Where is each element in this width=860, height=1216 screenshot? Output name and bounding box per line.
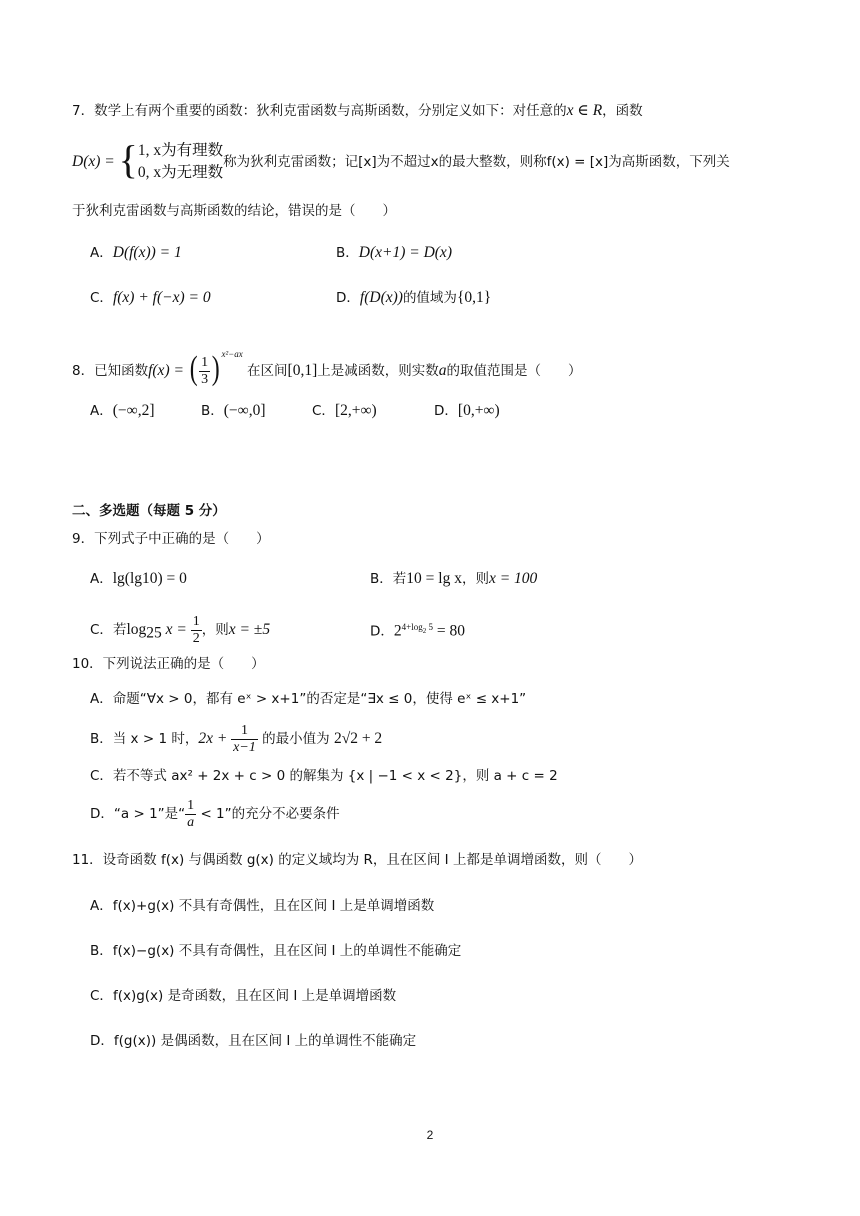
q9-d-eq: = 80 [432, 622, 465, 640]
q10-b-den: x−1 [233, 739, 256, 755]
q10-d-fraction [185, 798, 196, 831]
q7-intro-math: x ∈ R [566, 102, 603, 119]
q9-stem: 9．下列式子中正确的是（ ） [72, 531, 270, 547]
q10-c-label: C． [90, 768, 113, 784]
q9-c-num: 1 [192, 613, 200, 629]
q9-d-exp: 4+log [401, 622, 423, 632]
q10-b-pre: 当 x > 1 时， [112, 731, 199, 747]
q11-b-text: f(x)−g(x) 不具有奇偶性，且在区间 I 上的单调性不能确定 [112, 943, 462, 959]
q8-fx: f(x) = [148, 362, 188, 379]
q9-c-math2: x = ±5 [228, 621, 271, 638]
q11-stem: 11．设奇函数 f(x) 与偶函数 g(x) 的定义域均为 R，且在区间 I 上都是单调增函数，则（ ） [72, 852, 642, 868]
q8-mid: 在区间 [247, 363, 288, 379]
q11-a-label: A． [90, 898, 113, 914]
q11-d-text: f(g(x)) 是偶函数，且在区间 I 上的单调性不能确定 [113, 1033, 417, 1049]
q8-stem [72, 334, 581, 391]
q9-d-label: D． [370, 623, 394, 640]
q9-b-math2: x = 100 [488, 570, 538, 587]
q8-suffix: 上是减函数，则实数 [317, 363, 439, 379]
q10-option-d [90, 796, 340, 832]
q7-c-text: f(x) + f(−x) = 0 [112, 289, 211, 306]
q11-c-label: C． [90, 988, 113, 1004]
q9-c-fraction [191, 614, 202, 647]
q7-intro [72, 101, 643, 121]
q7-option-b [336, 243, 452, 263]
q7-def-lhs: D(x) = [72, 153, 119, 170]
q11-option-b [90, 941, 461, 961]
q7-b-label: B． [336, 245, 359, 261]
q7-option-a [90, 243, 182, 263]
q9-c-den: 2 [192, 630, 200, 646]
q8-interval: [0,1] [287, 362, 318, 379]
q7-intro-end: ，函数 [602, 103, 643, 119]
q7-intro-text: 7．数学上有两个重要的函数：狄利克雷函数与高斯函数，分别定义如下：对任意的 [72, 103, 567, 119]
q8-var: a [438, 362, 447, 379]
q10-option-a [90, 689, 526, 709]
q8-fraction [199, 355, 210, 388]
q11-b-label: B． [90, 943, 113, 959]
q8-d-label: D． [434, 403, 458, 419]
q7-a-text: D(f(x)) = 1 [112, 244, 182, 261]
q8-b-text: (−∞,0] [223, 402, 266, 419]
q11-a-text: f(x)+g(x) 不具有奇偶性，且在区间 I 上是单调增函数 [112, 898, 435, 914]
q8-paren-right: ) [211, 350, 220, 387]
q9-d-base: 2 [393, 622, 402, 640]
q7-brace: { [118, 137, 138, 182]
q10-b-val: 2√2 + 2 [333, 730, 383, 747]
q9-c-base: 25 [146, 624, 162, 642]
page-number: 2 [426, 1128, 434, 1142]
q7-d-label: D． [336, 290, 360, 306]
q11-c-text: f(x)g(x) 是奇函数，且在区间 I 上是单调增函数 [112, 988, 397, 1004]
q9-b-math1: 10 = lg x [406, 570, 462, 587]
section-title: 二、多选题（每题 5 分） [72, 503, 226, 519]
q8-option-b [201, 401, 266, 421]
q7-option-d [336, 288, 491, 308]
q7-definition [72, 137, 730, 184]
q8-end: 的取值范围是（ ） [446, 363, 582, 379]
q9-b-pre: 若 [392, 571, 407, 587]
q9-b-label: B． [370, 571, 393, 587]
q8-fraction-den: 3 [201, 371, 209, 387]
q8-option-c [312, 401, 377, 421]
q11-d-label: D． [90, 1033, 114, 1049]
q9-option-a [90, 569, 187, 589]
q7-case2: 0, x为无理数 [137, 164, 224, 181]
q9-b-mid: ，则 [461, 571, 489, 587]
q8-fraction-num: 1 [201, 354, 209, 370]
q7-def-text: 称为狄利克雷函数；记[x]为不超过x的最大整数，则称f(x) = [x]为高斯函数，下列关 [223, 154, 730, 170]
q9-d-exp-base: 2 [422, 626, 427, 635]
q10-d-num: 1 [187, 797, 195, 813]
q10-b-mid: 的最小值为 [257, 731, 334, 747]
q7-d-text: 的值域为 [402, 290, 457, 306]
q10-a-label: A． [90, 691, 113, 707]
q11-option-d [90, 1031, 416, 1051]
q10-d-den: a [187, 814, 195, 830]
q9-option-b [370, 569, 537, 589]
q8-a-label: A． [90, 403, 113, 419]
q7-c-label: C． [90, 290, 113, 306]
q9-c-label: C． [90, 622, 113, 638]
q10-d-label: D． [90, 806, 114, 822]
q7-d-math: f(D(x)) [359, 289, 403, 306]
q8-c-label: C． [312, 403, 335, 419]
q7-line3: 于狄利克雷函数与高斯函数的结论，错误的是（ ） [72, 203, 396, 219]
q8-c-text: [2,+∞) [334, 402, 377, 419]
q7-cases [138, 140, 223, 184]
q10-d-post: < 1”的充分不必要条件 [196, 806, 340, 822]
q8-option-a [90, 401, 155, 421]
q9-c-var: x = [161, 621, 191, 638]
q9-d-exponent [401, 622, 433, 635]
q11-option-c [90, 986, 396, 1006]
q7-option-c [90, 288, 211, 308]
q7-d-set: {0,1} [456, 289, 492, 306]
q8-d-text: [0,+∞) [457, 402, 500, 419]
q10-b-num: 1 [231, 723, 258, 740]
q9-c-log: log [126, 621, 147, 638]
q10-d-pre: “a > 1”是“ [113, 806, 186, 822]
q10-option-c [90, 766, 558, 786]
q8-paren-left: ( [189, 350, 198, 387]
q10-b-label: B． [90, 731, 113, 747]
q10-option-b [90, 721, 382, 757]
q10-c-text: 若不等式 ax² + 2x + c > 0 的解集为 {x | −1 < x < 2}，则 a + c = 2 [112, 768, 558, 784]
q8-exponent: x²−ax [221, 349, 243, 359]
q10-a-text: 命题“∀x > 0，都有 eˣ > x+1”的否定是“∃x ≤ 0，使得 eˣ ≤ x+1” [112, 691, 527, 707]
q10-stem: 10．下列说法正确的是（ ） [72, 656, 265, 672]
q7-a-label: A． [90, 245, 113, 261]
q9-a-label: A． [90, 571, 113, 587]
q8-prefix: 8．已知函数 [72, 363, 149, 379]
q9-option-d [370, 617, 465, 642]
q9-a-text: lg(lg10) = 0 [112, 570, 187, 587]
q9-d-exp-end: 5 [426, 622, 433, 632]
q8-b-label: B． [201, 403, 224, 419]
q8-a-text: (−∞,2] [112, 402, 155, 419]
q9-c-mid: ，则 [201, 622, 229, 638]
q7-b-text: D(x+1) = D(x) [358, 244, 452, 261]
q7-case1: 1, x为有理数 [137, 142, 224, 159]
q9-option-c [90, 612, 270, 652]
q10-b-math: 2x + [198, 730, 232, 747]
q10-b-fraction [231, 723, 258, 756]
q9-c-pre: 若 [112, 622, 127, 638]
q11-option-a [90, 896, 434, 916]
q8-option-d [434, 401, 500, 421]
